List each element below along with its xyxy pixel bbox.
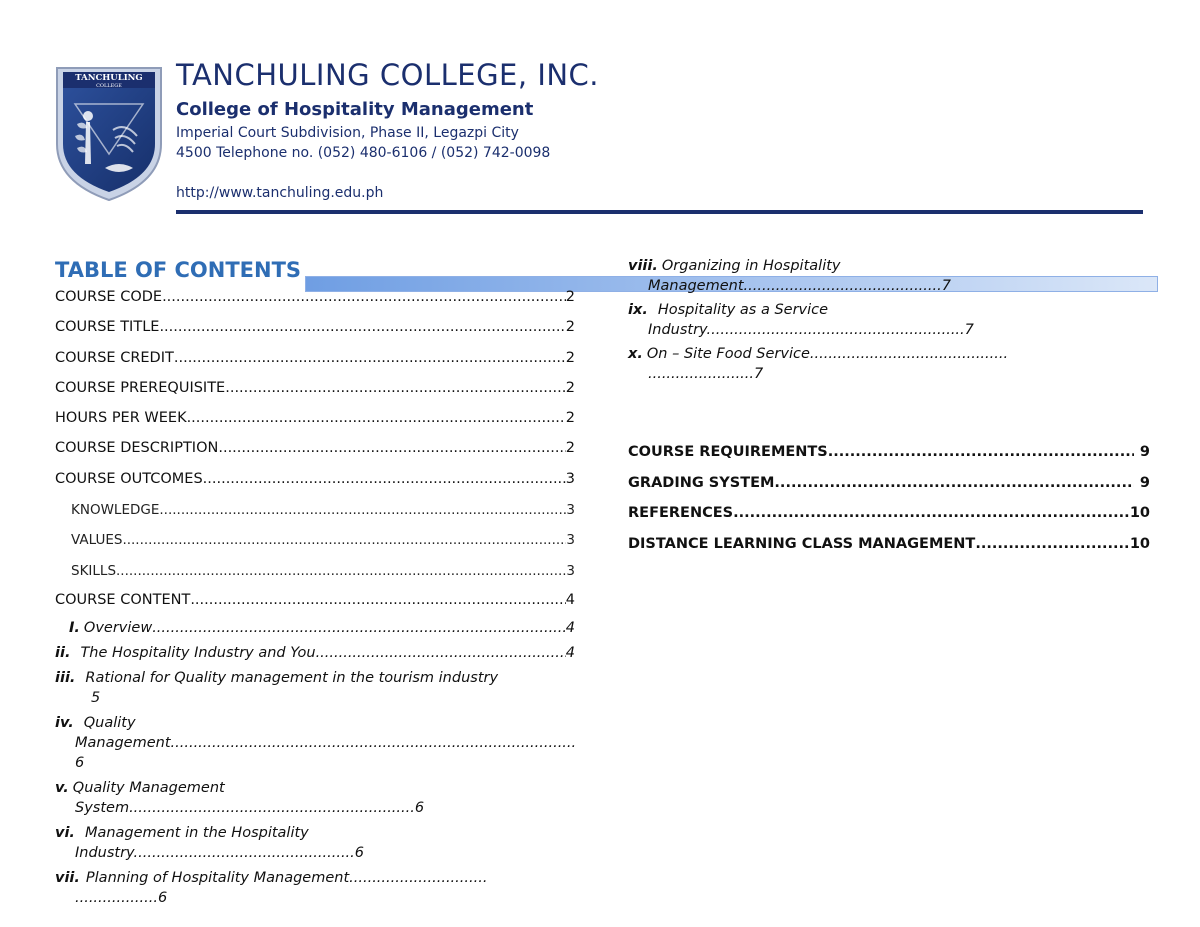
svg-text:COLLEGE: COLLEGE: [96, 83, 122, 89]
content-item[interactable]: x. On – Site Food Service........................................... .......................7: [628, 346, 1009, 382]
toc-subentry[interactable]: VALUES ..... 3: [55, 529, 575, 559]
content-item[interactable]: ii. The Hospitality Industry and You ..... 4: [55, 645, 575, 670]
address-line-2: 4500 Telephone no. (052) 480-6106 / (052) 742-0098: [176, 145, 551, 161]
toc-entry[interactable]: COURSE CONTENT ..... 4: [55, 590, 575, 620]
toc-entry[interactable]: REFERENCES ..... 10: [628, 503, 1150, 534]
toc-entry[interactable]: DISTANCE LEARNING CLASS MANAGEMENT ..... 10: [628, 534, 1150, 565]
toc-entry[interactable]: COURSE OUTCOMES ..... 3: [55, 469, 575, 499]
college-name: TANCHULING COLLEGE, INC.: [176, 58, 600, 92]
logo-text: TANCHULING: [75, 73, 143, 83]
toc-entry[interactable]: COURSE CREDIT ..... 2: [55, 348, 575, 378]
toc-entry[interactable]: COURSE PREREQUISITE ..... 2: [55, 378, 575, 408]
content-item[interactable]: I. Overview ..... 4: [55, 620, 575, 645]
content-item[interactable]: viii. Organizing in Hospitality Management...........................................7: [628, 258, 951, 294]
toc-entry[interactable]: COURSE TITLE ..... 2: [55, 317, 575, 347]
content-item[interactable]: vii. Planning of Hospitality Management.............................. ..................6: [55, 870, 488, 907]
address-line-1: Imperial Court Subdivision, Phase II, Legazpi City: [176, 125, 519, 141]
toc-subentry[interactable]: KNOWLEDGE ..... 3: [55, 499, 575, 529]
toc-left-column: [55, 287, 575, 915]
toc-entry[interactable]: COURSE CODE ..... 2: [55, 287, 575, 317]
content-item[interactable]: ix. Hospitality as a Service Industry........................................................7: [628, 302, 974, 338]
website-link[interactable]: http://www.tanchuling.edu.ph: [176, 185, 384, 201]
toc-right-column: [628, 258, 1158, 390]
content-item[interactable]: v. Quality Management System..............................................................6: [55, 780, 425, 817]
college-department: College of Hospitality Management: [176, 99, 534, 120]
toc-entry[interactable]: HOURS PER WEEK ..... 2: [55, 408, 575, 438]
toc-subentry[interactable]: SKILLS ..... 3: [55, 560, 575, 590]
toc-entry[interactable]: COURSE DESCRIPTION ..... 2: [55, 438, 575, 468]
toc-entry[interactable]: GRADING SYSTEM ..... 9: [628, 473, 1150, 504]
content-item[interactable]: iv. Quality Management ..... 6: [55, 715, 575, 775]
header-divider: [176, 210, 1143, 214]
content-item[interactable]: vi. Management in the Hospitality Industry................................................6: [55, 825, 365, 862]
toc-title: TABLE OF CONTENTS: [55, 258, 302, 282]
toc-right-main: [628, 442, 1150, 564]
content-item[interactable]: iii. Rational for Quality management in the tourism industry 5: [55, 670, 499, 707]
toc-entry[interactable]: COURSE REQUIREMENTS ..... 9: [628, 442, 1150, 473]
college-logo: [53, 64, 165, 202]
